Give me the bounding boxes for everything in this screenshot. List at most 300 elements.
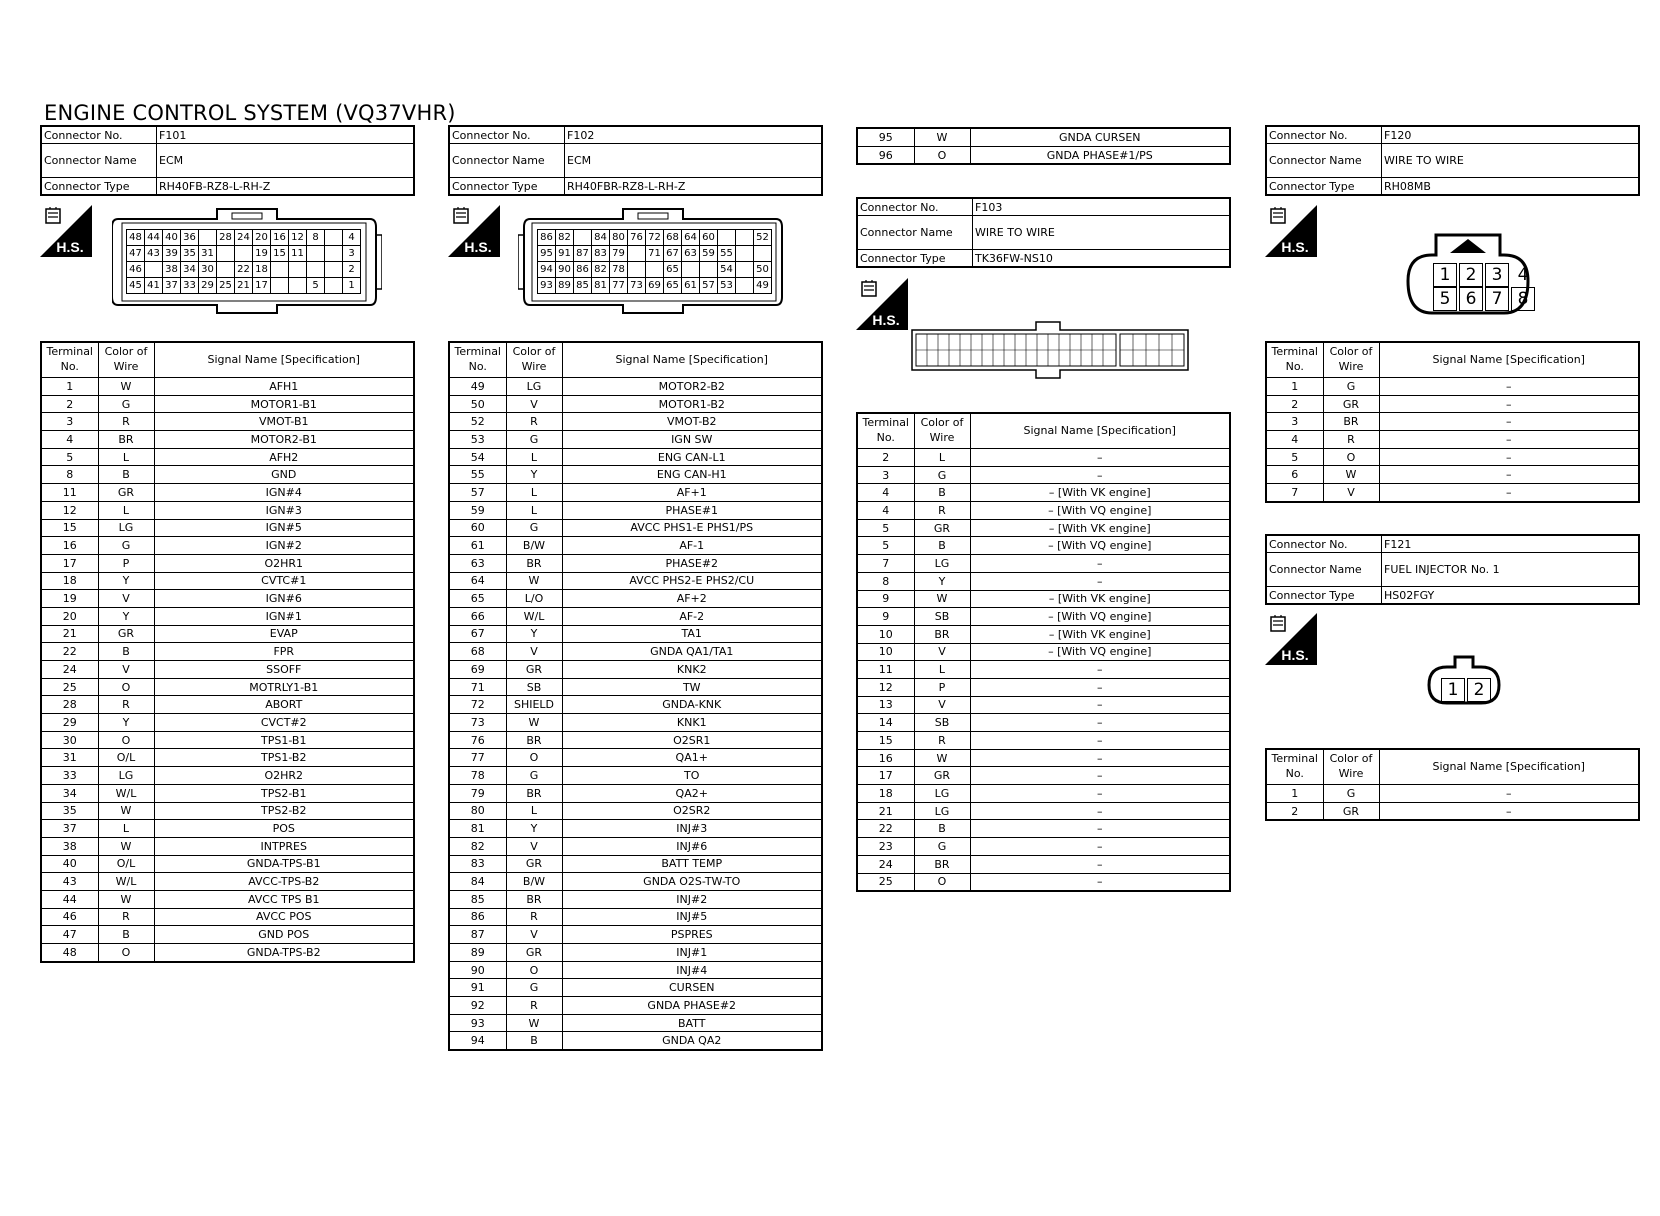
- pin-cell: 80: [610, 230, 628, 246]
- connector-type-label: Connector Type: [449, 178, 565, 196]
- pin-cell: [289, 278, 307, 294]
- terminal-no-cell: 77: [449, 749, 506, 767]
- connector-name-label: Connector Name: [449, 144, 565, 178]
- terminal-no-cell: 17: [41, 554, 98, 572]
- table-row: [41, 802, 414, 820]
- terminal-no-cell: 8: [41, 466, 98, 484]
- svg-text:H.S.: H.S.: [872, 312, 900, 328]
- wire-color-cell: V: [506, 837, 562, 855]
- wire-color-cell: GR: [914, 767, 970, 785]
- terminal-no-cell: 28: [41, 696, 98, 714]
- table-row: [857, 749, 1230, 767]
- pin-cell: 48: [127, 230, 145, 246]
- pin-cell: 15: [271, 246, 289, 262]
- terminal-no-cell: 67: [449, 625, 506, 643]
- terminal-no-cell: 24: [41, 661, 98, 679]
- pin-cell: 67: [664, 246, 682, 262]
- table-row: [857, 555, 1230, 573]
- pin-cell: 52: [754, 230, 772, 246]
- wire-color-cell: W: [506, 1014, 562, 1032]
- f102-connector-no: F102: [565, 126, 823, 144]
- signal-name-cell: ENG CAN-L1: [562, 448, 822, 466]
- pin-cell: 59: [700, 246, 718, 262]
- pin-cell: [682, 262, 700, 278]
- f101-connector-diagram: [40, 205, 415, 323]
- table-row: [857, 502, 1230, 520]
- signal-name-cell: AF+2: [562, 590, 822, 608]
- pin-cell: 40: [163, 230, 181, 246]
- wire-color-cell: G: [1323, 785, 1379, 803]
- table-row: [857, 838, 1230, 856]
- terminal-no-cell: 61: [449, 537, 506, 555]
- signal-name-cell: INJ#5: [562, 908, 822, 926]
- table-row: [449, 378, 822, 396]
- wire-color-cell: V: [506, 926, 562, 944]
- table-row: [449, 484, 822, 502]
- wire-color-cell: BR: [506, 731, 562, 749]
- terminal-no-cell: 2: [1266, 395, 1323, 413]
- signal-name-cell: FPR: [154, 643, 414, 661]
- table-row: [857, 449, 1230, 467]
- table-row: [857, 696, 1230, 714]
- table-row: [41, 413, 414, 431]
- terminal-no-cell: 69: [449, 661, 506, 679]
- pin-cell: 82: [556, 230, 574, 246]
- signal-name-cell: PHASE#1: [562, 501, 822, 519]
- table-row: [449, 890, 822, 908]
- terminal-no-cell: 12: [41, 501, 98, 519]
- signal-name-cell: GNDA PHASE#1/PS: [970, 146, 1230, 164]
- signal-name-cell: AVCC-TPS-B2: [154, 873, 414, 891]
- signal-name-cell: INJ#2: [562, 890, 822, 908]
- signal-name-cell: –: [1379, 466, 1639, 484]
- signal-name-cell: GNDA QA1/TA1: [562, 643, 822, 661]
- terminal-no-cell: 22: [41, 643, 98, 661]
- color-of-wire-header: Color of Wire: [914, 413, 970, 449]
- signal-name-cell: – [With VQ engine]: [970, 502, 1230, 520]
- pin-cell: [325, 262, 343, 278]
- pin-cell: [736, 246, 754, 262]
- signal-name-cell: AVCC TPS B1: [154, 890, 414, 908]
- terminal-no-cell: 92: [449, 997, 506, 1015]
- wire-color-cell: W: [98, 378, 154, 396]
- signal-name-cell: –: [1379, 378, 1639, 396]
- table-row: [449, 802, 822, 820]
- terminal-no-cell: 59: [449, 501, 506, 519]
- wire-color-cell: W: [914, 749, 970, 767]
- wire-color-cell: R: [914, 502, 970, 520]
- table-row: [449, 820, 822, 838]
- wire-color-cell: B: [914, 484, 970, 502]
- table-row: [41, 395, 414, 413]
- pin-cell: [217, 262, 235, 278]
- signal-name-cell: MOTOR2-B2: [562, 378, 822, 396]
- f102-section: [448, 125, 823, 196]
- terminal-no-cell: 15: [41, 519, 98, 537]
- f103-connector-type: TK36FW-NS10: [973, 250, 1231, 268]
- terminal-no-cell: 50: [449, 395, 506, 413]
- wire-color-cell: Y: [914, 572, 970, 590]
- wire-color-cell: O: [506, 749, 562, 767]
- pin-cell: [145, 262, 163, 278]
- signal-name-cell: AVCC POS: [154, 908, 414, 926]
- terminal-no-cell: 16: [857, 749, 914, 767]
- signal-name-cell: –: [970, 696, 1230, 714]
- signal-name-cell: EVAP: [154, 625, 414, 643]
- table-row: [1266, 802, 1639, 820]
- table-row: [857, 678, 1230, 696]
- connector-type-label: Connector Type: [857, 250, 973, 268]
- terminal-no-cell: 4: [1266, 431, 1323, 449]
- table-row: [41, 767, 414, 785]
- pin: 2: [1459, 263, 1483, 287]
- table-row: [857, 146, 1230, 164]
- pin-cell: 30: [199, 262, 217, 278]
- wire-color-cell: W: [506, 714, 562, 732]
- svg-text:H.S.: H.S.: [464, 239, 492, 255]
- terminal-no-cell: 49: [449, 378, 506, 396]
- pin: 1: [1441, 678, 1465, 702]
- f120-connector-type: RH08MB: [1382, 178, 1640, 196]
- pin-cell: 31: [199, 246, 217, 262]
- wire-color-cell: W: [1323, 466, 1379, 484]
- table-row: [449, 537, 822, 555]
- signal-name-cell: IGN#1: [154, 607, 414, 625]
- wire-color-cell: GR: [914, 519, 970, 537]
- signal-name-cell: –: [1379, 431, 1639, 449]
- signal-name-cell: IGN#3: [154, 501, 414, 519]
- signal-name-cell: ABORT: [154, 696, 414, 714]
- pin-cell: 95: [538, 246, 556, 262]
- wire-color-cell: SB: [914, 608, 970, 626]
- wire-color-cell: R: [506, 413, 562, 431]
- connector-name-label: Connector Name: [1266, 553, 1382, 587]
- table-row: [41, 378, 414, 396]
- table-row: [41, 926, 414, 944]
- f120-info-table: [1265, 125, 1640, 196]
- pin-cell: 84: [592, 230, 610, 246]
- table-row: [857, 785, 1230, 803]
- pin-cell: 18: [253, 262, 271, 278]
- pin-cell: 5: [307, 278, 325, 294]
- f121-connector-type: HS02FGY: [1382, 587, 1640, 605]
- terminal-no-cell: 6: [1266, 466, 1323, 484]
- pin-cell: [736, 262, 754, 278]
- pin-cell: [736, 230, 754, 246]
- signal-name-cell: –: [970, 466, 1230, 484]
- signal-name-header: Signal Name [Specification]: [970, 413, 1230, 449]
- table-row: [449, 572, 822, 590]
- terminal-no-cell: 17: [857, 767, 914, 785]
- terminal-no-header: Terminal No.: [449, 342, 506, 378]
- signal-name-cell: –: [970, 714, 1230, 732]
- table-row: [857, 820, 1230, 838]
- f103-terminal-section: [856, 412, 1231, 892]
- pin-cell: 47: [127, 246, 145, 262]
- f120-pins-bottom: [1433, 287, 1535, 311]
- signal-name-cell: –: [970, 678, 1230, 696]
- wire-color-cell: G: [1323, 378, 1379, 396]
- terminal-no-cell: 10: [857, 643, 914, 661]
- wire-color-cell: B: [506, 1032, 562, 1050]
- table-row: [41, 572, 414, 590]
- wire-color-cell: W: [98, 802, 154, 820]
- terminal-no-cell: 4: [857, 484, 914, 502]
- wire-color-cell: O: [506, 961, 562, 979]
- terminal-no-cell: 86: [449, 908, 506, 926]
- connector-name-label: Connector Name: [41, 144, 157, 178]
- table-row: [449, 607, 822, 625]
- signal-name-cell: –: [1379, 785, 1639, 803]
- pin: 3: [1485, 263, 1509, 287]
- pin-cell: 54: [718, 262, 736, 278]
- pin-cell: [325, 230, 343, 246]
- pin-cell: [700, 262, 718, 278]
- pin-cell: 41: [145, 278, 163, 294]
- table-row: [41, 678, 414, 696]
- table-row: [857, 767, 1230, 785]
- table-row: [449, 696, 822, 714]
- signal-name-cell: POS: [154, 820, 414, 838]
- table-row: [1266, 431, 1639, 449]
- terminal-no-cell: 11: [41, 484, 98, 502]
- terminal-no-cell: 43: [41, 873, 98, 891]
- terminal-no-cell: 31: [41, 749, 98, 767]
- signal-name-cell: –: [1379, 413, 1639, 431]
- pin-cell: 35: [181, 246, 199, 262]
- terminal-no-cell: 71: [449, 678, 506, 696]
- wire-color-cell: GR: [506, 661, 562, 679]
- pin-cell: 24: [235, 230, 253, 246]
- f102-terminal-rows: [449, 378, 822, 1051]
- terminal-no-cell: 96: [857, 146, 914, 164]
- signal-name-cell: GNDA CURSEN: [970, 128, 1230, 146]
- wire-color-cell: B: [98, 926, 154, 944]
- pin-cell: 86: [538, 230, 556, 246]
- wire-color-cell: W/L: [506, 607, 562, 625]
- pin-cell: 82: [592, 262, 610, 278]
- signal-name-cell: AVCC PHS2-E PHS2/CU: [562, 572, 822, 590]
- wire-color-cell: R: [1323, 431, 1379, 449]
- table-row: [449, 944, 822, 962]
- terminal-no-cell: 2: [41, 395, 98, 413]
- wire-color-cell: O: [914, 146, 970, 164]
- wire-color-cell: R: [506, 908, 562, 926]
- wire-color-cell: Y: [98, 714, 154, 732]
- table-row: [449, 714, 822, 732]
- f121-connector-name: FUEL INJECTOR No. 1: [1382, 553, 1640, 587]
- terminal-no-cell: 9: [857, 590, 914, 608]
- terminal-no-cell: 47: [41, 926, 98, 944]
- wire-color-cell: G: [506, 519, 562, 537]
- terminal-no-cell: 53: [449, 431, 506, 449]
- signal-name-cell: O2HR2: [154, 767, 414, 785]
- f103-section: [856, 197, 1231, 268]
- signal-name-cell: KNK1: [562, 714, 822, 732]
- pin-cell: 50: [754, 262, 772, 278]
- f120-terminal-table: [1265, 341, 1640, 503]
- signal-name-cell: MOTOR2-B1: [154, 431, 414, 449]
- f120-pins-top: [1433, 263, 1535, 287]
- f102-connector-name: ECM: [565, 144, 823, 178]
- wire-color-cell: L: [506, 802, 562, 820]
- signal-name-cell: TW: [562, 678, 822, 696]
- table-row: [41, 696, 414, 714]
- table-row: [449, 431, 822, 449]
- wire-color-cell: G: [914, 466, 970, 484]
- pin-cell: [754, 246, 772, 262]
- pin-cell: 76: [628, 230, 646, 246]
- table-row: [857, 590, 1230, 608]
- f102-connector-type: RH40FBR-RZ8-L-RH-Z: [565, 178, 823, 196]
- terminal-no-cell: 1: [1266, 785, 1323, 803]
- pin-cell: 61: [682, 278, 700, 294]
- signal-name-cell: –: [970, 449, 1230, 467]
- wire-color-cell: G: [98, 537, 154, 555]
- wire-color-cell: GR: [98, 484, 154, 502]
- wire-color-cell: L/O: [506, 590, 562, 608]
- signal-name-cell: O2SR1: [562, 731, 822, 749]
- terminal-no-cell: 52: [449, 413, 506, 431]
- wire-color-cell: B/W: [506, 537, 562, 555]
- f103-connector-no: F103: [973, 198, 1231, 216]
- wire-color-cell: O/L: [98, 749, 154, 767]
- svg-text:H.S.: H.S.: [1281, 239, 1309, 255]
- f103-connector-name: WIRE TO WIRE: [973, 216, 1231, 250]
- terminal-no-cell: 89: [449, 944, 506, 962]
- wire-color-cell: LG: [506, 378, 562, 396]
- pin-cell: 64: [682, 230, 700, 246]
- wire-color-cell: LG: [914, 785, 970, 803]
- table-row: [449, 1032, 822, 1050]
- f101-pin-grid: [126, 229, 361, 294]
- pin-cell: 44: [145, 230, 163, 246]
- terminal-no-cell: 34: [41, 784, 98, 802]
- terminal-no-cell: 35: [41, 802, 98, 820]
- table-row: [41, 731, 414, 749]
- terminal-no-cell: 63: [449, 554, 506, 572]
- color-of-wire-header: Color of Wire: [1323, 342, 1379, 378]
- wire-color-cell: O: [98, 731, 154, 749]
- terminal-no-cell: 76: [449, 731, 506, 749]
- wire-color-cell: BR: [1323, 413, 1379, 431]
- signal-name-cell: CVTC#1: [154, 572, 414, 590]
- terminal-no-header: Terminal No.: [1266, 749, 1323, 785]
- connector-no-label: Connector No.: [41, 126, 157, 144]
- signal-name-cell: INJ#1: [562, 944, 822, 962]
- pin: 5: [1433, 287, 1457, 311]
- terminal-no-cell: 4: [41, 431, 98, 449]
- connector-name-label: Connector Name: [1266, 144, 1382, 178]
- terminal-no-cell: 38: [41, 837, 98, 855]
- table-row: [1266, 413, 1639, 431]
- pin-cell: 78: [610, 262, 628, 278]
- page-title: ENGINE CONTROL SYSTEM (VQ37VHR): [44, 101, 456, 125]
- connector-no-label: Connector No.: [1266, 126, 1382, 144]
- table-row: [41, 519, 414, 537]
- svg-text:H.S.: H.S.: [56, 239, 84, 255]
- f120-connector-no: F120: [1382, 126, 1640, 144]
- terminal-no-cell: 21: [41, 625, 98, 643]
- wire-color-cell: R: [98, 413, 154, 431]
- table-row: [41, 537, 414, 555]
- wire-color-cell: Y: [98, 607, 154, 625]
- table-row: [857, 519, 1230, 537]
- connector-type-label: Connector Type: [1266, 178, 1382, 196]
- signal-name-cell: SSOFF: [154, 661, 414, 679]
- f101-terminal-section: [40, 341, 415, 963]
- terminal-no-cell: 87: [449, 926, 506, 944]
- color-of-wire-header: Color of Wire: [1323, 749, 1379, 785]
- signal-name-cell: MOTRLY1-B1: [154, 678, 414, 696]
- pin-cell: 93: [538, 278, 556, 294]
- table-row: [857, 661, 1230, 679]
- signal-name-cell: TA1: [562, 625, 822, 643]
- wire-color-cell: L: [914, 449, 970, 467]
- signal-name-cell: –: [970, 661, 1230, 679]
- table-row: [449, 501, 822, 519]
- signal-name-cell: GNDA-TPS-B2: [154, 944, 414, 962]
- signal-name-cell: IGN#2: [154, 537, 414, 555]
- terminal-no-cell: 18: [857, 785, 914, 803]
- wire-color-cell: BR: [506, 784, 562, 802]
- table-row: [449, 448, 822, 466]
- table-row: [41, 714, 414, 732]
- terminal-no-cell: 3: [41, 413, 98, 431]
- table-row: [41, 643, 414, 661]
- wire-color-cell: SB: [506, 678, 562, 696]
- table-row: [449, 997, 822, 1015]
- wire-color-cell: L: [98, 820, 154, 838]
- wire-color-cell: L: [506, 501, 562, 519]
- terminal-no-cell: 73: [449, 714, 506, 732]
- wire-color-cell: V: [1323, 484, 1379, 502]
- pin-cell: 45: [127, 278, 145, 294]
- wire-color-cell: LG: [98, 519, 154, 537]
- table-row: [41, 431, 414, 449]
- table-row: [41, 837, 414, 855]
- f121-pins: [1441, 678, 1491, 702]
- terminal-no-cell: 2: [1266, 802, 1323, 820]
- pin-cell: [271, 262, 289, 278]
- wire-color-cell: L: [98, 448, 154, 466]
- wire-color-cell: Y: [506, 466, 562, 484]
- terminal-no-cell: 64: [449, 572, 506, 590]
- pin-cell: 28: [217, 230, 235, 246]
- signal-name-cell: –: [970, 873, 1230, 891]
- pin-cell: 79: [610, 246, 628, 262]
- terminal-no-cell: 23: [857, 838, 914, 856]
- signal-name-cell: –: [970, 732, 1230, 750]
- pin-cell: [646, 262, 664, 278]
- wire-color-cell: GR: [98, 625, 154, 643]
- pin-cell: 89: [556, 278, 574, 294]
- wire-color-cell: G: [506, 979, 562, 997]
- table-row: [1266, 378, 1639, 396]
- terminal-no-cell: 22: [857, 820, 914, 838]
- signal-name-cell: INJ#4: [562, 961, 822, 979]
- f101-info-table: [40, 125, 415, 196]
- signal-name-cell: –: [970, 767, 1230, 785]
- terminal-no-cell: 54: [449, 448, 506, 466]
- hs-icon: [448, 205, 500, 257]
- pin-cell: 65: [664, 278, 682, 294]
- f101-connector-no: F101: [157, 126, 415, 144]
- pin-cell: [718, 230, 736, 246]
- table-row: [41, 855, 414, 873]
- wire-color-cell: O: [914, 873, 970, 891]
- f102-continuation-table: [856, 127, 1231, 165]
